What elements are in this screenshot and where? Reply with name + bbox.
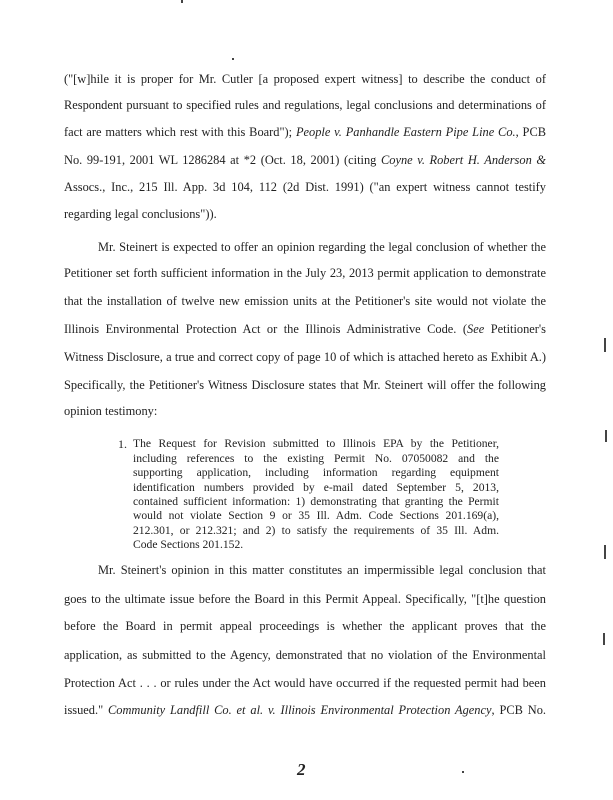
see-signal: See [467,322,485,336]
quote-line-7: 212.301, or 212.321; and 2) to satisfy the requirements of 35 Ill. Adm. [133,524,499,537]
para3-line-1: Mr. Steinert's opinion in this matter constitutes an impermissible legal conclusion that [98,563,546,577]
para2-line-4-tail: Petitioner's [484,322,546,336]
para3-line-5: Protection Act . . . or rules under the Act would have occurred if the requested permit had been [64,676,546,690]
para3-line-6-text: issued." [64,703,109,717]
para3-line-6 [64,703,546,718]
intro-line-4 [64,153,546,168]
case-citation-community-landfill: Community Landfill Co. et al. v. Illinois Environmental Protection Agency [108,703,492,717]
quote-line-6: would not violate Section 9 or 35 Ill. Adm. Code Sections 201.169(a), [133,509,499,522]
intro-line-2: Respondent pursuant to specified rules and regulations, legal conclusions and determinations of [64,98,546,112]
para2-line-7: opinion testimony: [64,404,158,418]
case-citation-panhandle: People v. Panhandle Eastern Pipe Line Co. [295,125,516,139]
scan-speck [181,0,183,3]
scan-speck [232,58,234,60]
para3-line-4: application, as submitted to the Agency, demonstrated that no violation of the Environmental [64,648,546,662]
intro-line-5: Assocs., Inc., 215 Ill. App. 3d 104, 112 (2d Dist. 1991) ("an expert witness cannot testify [64,180,546,194]
scan-speck [603,633,605,645]
intro-line-3 [64,125,546,140]
intro-line-3-text: fact are matters which rest with this Board"); [64,125,296,139]
para2-line-1: Mr. Steinert is expected to offer an opinion regarding the legal conclusion of whether the [98,240,546,254]
case-citation-coyne: Coyne v. Robert H. Anderson & [380,153,546,167]
quote-line-1: The Request for Revision submitted to Illinois EPA by the Petitioner, [133,437,499,450]
quote-line-5: contained sufficient information: 1) demonstrating that granting the Permit [133,495,499,508]
case-citation-panhandle-tail: , PCB [515,125,546,139]
scan-speck [605,430,607,442]
intro-line-1: ("[w]hile it is proper for Mr. Cutler [a proposed expert witness] to describe the conduct of [64,72,546,86]
scan-speck [604,545,606,559]
quote-number: 1. [118,437,127,451]
para2-line-4-text: Illinois Environmental Protection Act or the Illinois Administrative Code. ( [64,322,468,336]
scan-speck [604,338,606,352]
para2-line-6: Specifically, the Petitioner's Witness Disclosure states that Mr. Steinert will offer the following [64,378,546,392]
quote-line-2: including references to the existing Permit No. 07050082 and the [133,452,499,465]
quote-line-8: Code Sections 201.152. [133,538,244,551]
quote-line-4: identification numbers provided by e-mail dated September 5, 2013, [133,481,499,494]
scan-speck [462,771,464,773]
page-number: 2 [297,760,306,779]
para3-line-6-tail: , PCB No. [491,703,546,717]
para2-line-4 [64,322,546,337]
para3-line-3: before the Board in permit appeal proceedings is whether the applicant proves that the [64,619,546,633]
para2-line-5: Witness Disclosure, a true and correct copy of page 10 of which is attached hereto as Exhibit A.) [64,350,546,364]
intro-line-6: regarding legal conclusions")). [64,207,217,221]
intro-line-4-text: No. 99-191, 2001 WL 1286284 at *2 (Oct. 18, 2001) (citing [64,153,381,167]
para2-line-2: Petitioner set forth sufficient information in the July 23, 2013 permit application to demonstrate [64,266,546,280]
para3-line-2: goes to the ultimate issue before the Board in this Permit Appeal. Specifically, "[t]he question [64,592,546,606]
quote-line-3: supporting application, including information regarding equipment [133,466,499,479]
para2-line-3: that the installation of twelve new emission units at the Petitioner's site would not violate the [64,294,546,308]
